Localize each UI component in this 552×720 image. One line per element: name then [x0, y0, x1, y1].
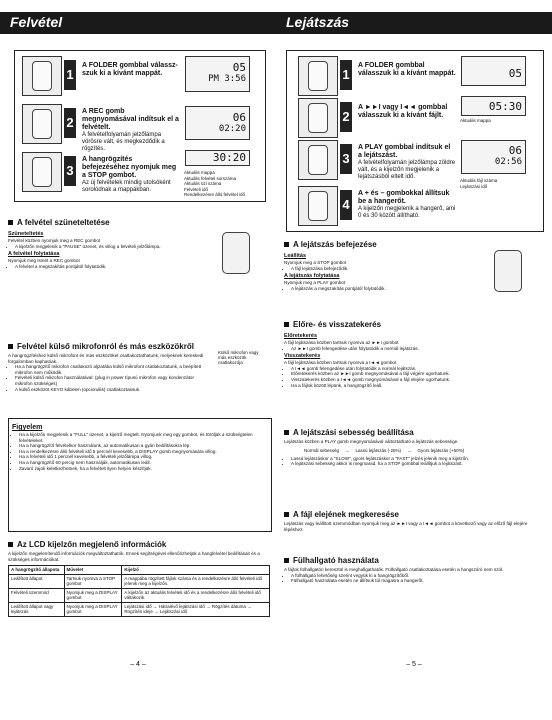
right-page	[276, 0, 552, 720]
device-illustration	[298, 186, 338, 226]
step-number: 4	[340, 190, 352, 220]
step-text: A FOLDER gombbal válassz-szuk ki a kívánt mappát.	[82, 62, 178, 77]
lcd-display: 06 02:56	[461, 140, 526, 174]
device-illustration	[494, 250, 522, 292]
device-illustration	[298, 140, 338, 180]
lcd-display: 05:30	[461, 96, 526, 116]
earphone-section: Fülhallgató használata A fájlok fülhallgatón keresztül is meghallgathatók. Fülhallgató csatlakoztatása esetén a hangszóró nem szól. • A fülhallgató lehetőség szerint vegyük ki a hangrögzítőből. • Fülhallgató használata esetén ne állítsuk túl magasra a hangerőt.	[284, 556, 546, 584]
lcd-display: 05 PM 3:56	[185, 56, 250, 92]
device-illustration	[22, 104, 62, 144]
step-text: A + és – gombokkal állítsuk be a hangerőt. A kijelzőn megjelenik a hangerő, ami 0 és 30 között állítható.	[358, 190, 456, 219]
speed-flow: Normál sebesség → Lassú lejátszás (-25%) → Gyors lejátszás (+50%)	[304, 447, 465, 453]
pause-section: A felvétel szüneteltetése Szüneteltetés Felvétel közben nyomjuk meg a REC gombot • A kijelzőn megjelenik a "PAUSE" üzenet, és villog a felvételi jelzőlámpa. A felvétel folytatása Nyomjuk meg ismét a REC gombot • A felvétel a megszakítás pontjától folytatódik.	[8, 218, 270, 269]
find-section: A fájl elejének megkeresése Lejátszás vagy leállított üzemmódban nyomjuk meg az ►►I vagy a I◄◄ gombot a következő vagy az előző fájl elejére lépéshez.	[284, 510, 546, 532]
device-illustration	[298, 98, 338, 138]
lcd-info-table: A hangrögzítő állapota Művelet Kijelző Leállított állapot Tartsuk nyomva a STOP gombot A mappába rögzített fájlok száma és a rendelkezésre álló felvételi idő jelenik meg a kijelzőn. Felvételi üzemmód Nyomjuk meg a DISPLAY gombot A kijelzőn az aktuális felvételi idő és a rendelkezésre álló felvételi idő váltakozik. Leállított állapot vagy lejátszás Nyomjuk meg a DISPLAY gombot Lejátszási idő → Hátralévő lejátszási idő → Rögzítés dátuma → Rögzítés ideje → Lejátszási idő	[8, 565, 270, 617]
step-number: 3	[340, 144, 352, 174]
step3-notes: Aktuális fájl száma Lejátszási idő	[460, 178, 498, 189]
recording-title: Felvétel	[10, 14, 63, 30]
step3-notes: Aktuális mappa Aktuális felvétel sorszáma Aktuális üzi száma Felvételi idő Rendelkezésre álló felvétel idő	[184, 170, 246, 197]
page-number: – 5 –	[406, 661, 422, 668]
step-text: A REC gomb megnyomásával indítsuk el a felvételt. A felvételfolyamán jelzőlámpa vörösre vált, és megkezdődik a rögzítés.	[82, 108, 179, 152]
device-illustration	[222, 232, 250, 274]
step-number: 2	[340, 102, 352, 132]
device-illustration	[298, 56, 338, 96]
lcd-display: 30:20	[185, 150, 250, 166]
step-text: A PLAY gombbal indítsuk el a lejátszást. A felvételfolyamán jelzőlámpa zöldre vált, és a kijelzőn megjelenik a lejátszásból eltelt idő.	[358, 144, 456, 180]
step-text: A FOLDER gombbal válasszuk ki a kívánt mappát.	[358, 62, 456, 77]
stop-section: A lejátszás befejezése Leállítás Nyomjuk meg a STOP gombot • A fájl lejátszása befejeződik. A lejátszás folytatása Nyomjuk meg a PLAY gombot • A lejátszás a megszakítás pontjától folytatódik.	[284, 240, 484, 291]
step-text: A hangrögzítés befejezéséhez nyomjuk meg a STOP gombot. Az új felvételek mindig utolsóként sorolódnak a mappákban.	[82, 156, 177, 193]
step2-notes: Aktuális mappa	[460, 118, 491, 123]
recording-header	[0, 12, 276, 34]
table-row: Leállított állapot Tartsuk nyomva a STOP gombot A mappába rögzített fájlok száma és a rendelkezésre álló felvételi idő jelenik meg a kijelzőn.	[9, 574, 270, 588]
lcd-display: 05	[461, 56, 526, 86]
step-number: 1	[340, 60, 352, 90]
mic-section: Felvétel külső mikrofonról és más eszközökről A hangrögzítéshez külső mikrofont és más eszközöket csatlakoztathatunk, melyeknek kereskedi forgalomban kaphatóak. • Ha a hangrögzítő mikrofon csatlakozó aljzatába külső mikrofont csatlakoztatunk, a beépített mikrofon nem működik. • Felvételi külső mikrofon használatával: (plug in power típusú mikrofon vagy kondenzátor mikrofon szükséges) • A külső eszközöt KEYO kábelen (opcionális) csatlakoztassuk.	[8, 342, 208, 392]
warning-section: Figyelem • Ha a kijelzőn megjelenik a "FULL" üzenet, a kijelző megtelt. Nyomjunk meg egy gombot, és töröljük a szükségtelen felvételeket. • Ha a hangrögzítő felvételkor használunk, az automatikusan a gyári beállításokra lép. • Ha a rendelkezésre álló felvételi idő 5 percnél kevesebb, a DISPLAY gomb megnyomására villog. • Ha a felvételi idő 1 percnél kevesebb, a felvételi jelzőlámpa villog. • Ha a hangrögzítő 60 percig nem használják, automatikusan leáll. • Zavaró zajok keletkezhetnek, ha a felvételt ilyen helyen készítjük.	[12, 422, 266, 471]
step-number: 1	[64, 60, 76, 90]
lcd-info-section: Az LCD kijelzőn megjelenő információk A kijelzőn megjelenítendő információk megváltoztathatók. Ennek segítségével ellenőrizhetjük a hangfelvétel beállításait és a szükséges információkat. A hangrögzítő állapota Művelet Kijelző Leállított állapot Tartsuk nyomva a STOP gombot A mappába rögzített fájlok száma és a rendelkezésre álló felvételi idő jelenik meg a kijelzőn. Felvételi üzemmód Nyomjuk meg a DISPLAY gombot A kijelzőn az aktuális felvételi idő és a rendelkezésre álló felvételi idő váltakozik. Leállított állapot vagy lejátszás Nyomjuk meg a DISPLAY gombot Lejátszási idő → Hátralévő lejátszási idő → Rögzítés dátuma → Rögzítés ideje → Lejátszási idő	[8, 540, 270, 617]
playback-header	[276, 12, 552, 34]
step-number: 2	[64, 108, 76, 138]
page-number: – 4 –	[130, 661, 146, 668]
table-row: Felvételi üzemmód Nyomjuk meg a DISPLAY gombot A kijelzőn az aktuális felvételi idő és a rendelkezésre álló felvételi idő váltakozik.	[9, 588, 270, 602]
device-illustration	[22, 152, 62, 192]
mic-jack-label: Külső mikrofon vagy más eszközök csatlakozója	[218, 350, 259, 365]
lcd-display: 06 02:20	[185, 106, 250, 140]
table-row: Leállított állapot vagy lejátszás Nyomjuk meg a DISPLAY gombot Lejátszási idő → Hátralévő lejátszási idő → Rögzítés dátuma → Rögzítés ideje → Lejátszási idő	[9, 602, 270, 616]
speed-section: A lejátszási sebesség beállítása Lejátszás közben a PLAY gomb megnyomásával változtatható a lejátszás sebessége. Normál sebesség → Lassú lejátszás (-25%) → Gyors lejátszás (+50%) • Lassú lejátszáskor a "SLOW", gyors lejátszáskor a "FAST" jelzés jelenik meg a kijelzőn. • A lejátszási sebesség akkor is megmarad, ha a STOP gombbal leállítjuk a lejátszást.	[284, 428, 546, 467]
step-text: A ►►I vagy I◄◄ gombbal válasszuk ki a kívánt fájlt.	[358, 104, 448, 119]
device-illustration	[22, 56, 62, 96]
skip-section: Előre- és visszatekerés Előretekerés A fájl lejátszása közben tartsuk nyomva az ►►I gombot • Az ►►I gomb felengedése után folytatódik a normál lejátszás. Visszatekerés A fájl lejátszása közben tartsuk nyomva a I◄◄ gombot • A I◄◄ gomb felengedése után folytatódik a normál lejátszás. • Előretekerés közben az ►►I gomb megnyomásával a fájl végére ugorhatunk. • Visszatekerés közben a I◄◄ gomb megnyomásával a fájl elejére ugorhatunk. • Ha a fájlok között lépünk, a hangrögzítő leáll.	[284, 320, 546, 388]
step-number: 3	[64, 156, 76, 186]
playback-title: Lejátszás	[286, 14, 350, 30]
